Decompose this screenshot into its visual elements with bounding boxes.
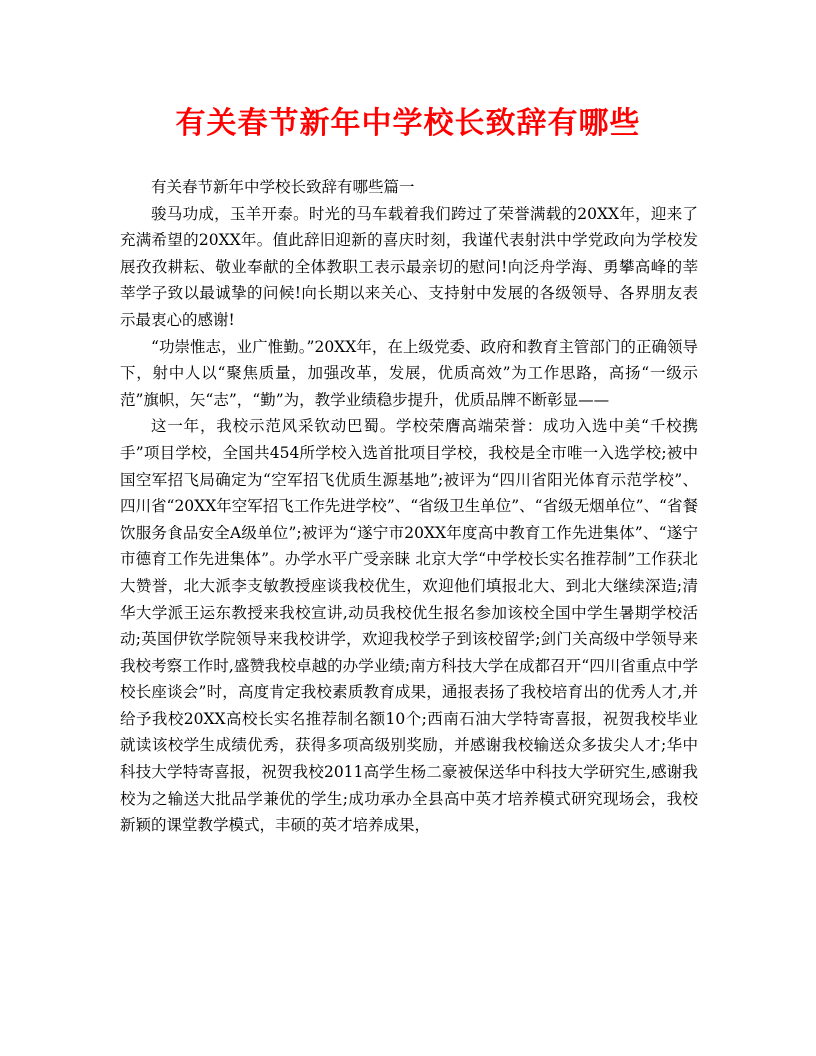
paragraph: “功崇惟志，业广惟勤。”20XX年，在上级党委、政府和教育主管部门的正确领导下，射中人以“聚焦质量，加强改革，发展，优质高效”为工作思路，高扬“一级示范”旗帜，矢“志”，“勤”为，教学业绩稳步提升，优质品牌不断彰显—— bbox=[120, 337, 698, 409]
document-title: 有关春节新年中学校长致辞有哪些 bbox=[175, 106, 641, 141]
paragraph: 骏马功成，玉羊开泰。时光的马车载着我们跨过了荣誉满载的20XX年，迎来了充满希望的20XX年。值此辞旧迎新的喜庆时刻，我谨代表射洪中学党政向为学校发展孜孜耕耘、敬业奉献的全体教职工表示最亲切的慰问!向泛舟学海、勇攀高峰的莘莘学子致以最诚挚的问候!向长期以来关心、支持射中发展的各级领导、各界朋友表示最衷心的感谢! bbox=[120, 204, 698, 329]
document-body bbox=[120, 174, 698, 839]
section-heading: 有关春节新年中学校长致辞有哪些篇一 bbox=[151, 178, 415, 196]
paragraph: 这一年，我校示范风采钦动巴蜀。学校荣膺高端荣誉：成功入选中美“千校携手”项目学校，全国共454所学校入选首批项目学校，我校是全市唯一入选学校;被中国空军招飞局确定为“空军招飞优质生源基地”;被评为“四川省阳光体育示范学校”、四川省“20XX年空军招飞工作先进学校”、“省级卫生单位”、“省级无烟单位”、“省餐饮服务食品安全A级单位”;被评为“遂宁市20XX年度高中教育工作先进集体”、“遂宁市德育工作先进集体”。办学水平广受亲睐 北京大学“中学校长实名推荐制”工作获北大赞誉，北大派李支敏教授座谈我校优生，欢迎他们填报北大、到北大继续深造;清华大学派王运东教授来我校宣讲,动员我校优生报名参加该校全国中学生暑期学校活动;英国伊钦学院领导来我校讲学，欢迎我校学子到该校留学;剑门关高级中学领导来我校考察工作时,盛赞我校卓越的办学业绩;南方科技大学在成都召开“四川省重点中学校长座谈会”时，高度肯定我校素质教育成果，通报表扬了我校培育出的优秀人才,并给予我校20XX高校长实名推荐制名额10个;西南石油大学特寄喜报，祝贺我校毕业就读该校学生成绩优秀，获得多项高级别奖励，并感谢我校输送众多拔尖人才;华中科技大学特寄喜报，祝贺我校2011高学生杨二豪被保送华中科技大学研究生,感谢我校为之输送大批品学兼优的学生;成功承办全县高中英才培养模式研究现场会，我校新颖的课堂教学模式，丰硕的英才培养成果， bbox=[120, 417, 698, 835]
